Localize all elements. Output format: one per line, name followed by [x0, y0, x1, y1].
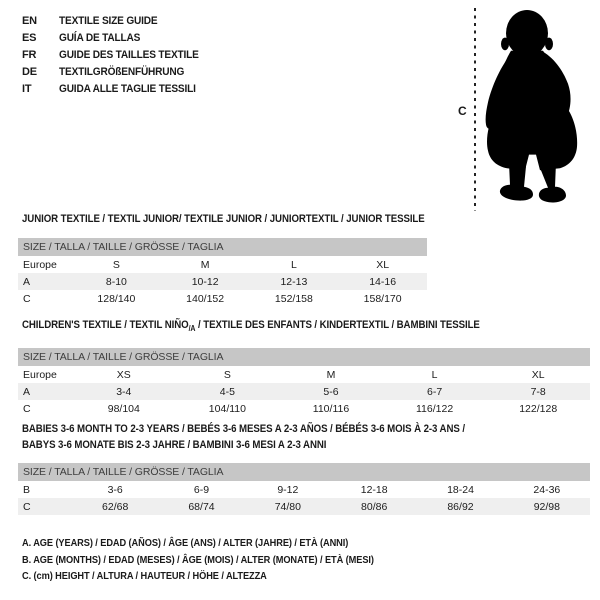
babies-size-table	[18, 463, 590, 515]
table-row-age	[18, 273, 427, 290]
language-label: GUIDA ALLE TAGLIE TESSILI	[59, 82, 196, 95]
row-label: Europe	[23, 368, 57, 381]
age-cell: 5-6	[323, 385, 339, 398]
height-cell: 62/68	[102, 500, 129, 513]
height-cell: 128/140	[97, 292, 136, 305]
table-row-height	[18, 400, 590, 417]
language-row	[22, 80, 211, 97]
height-cell: 68/74	[188, 500, 215, 513]
junior-section-title: JUNIOR TEXTILE / TEXTIL JUNIOR/ TEXTILE JUNIOR / JUNIORTEXTIL / JUNIOR TESSILE	[22, 213, 425, 225]
age-cell: 18-24	[447, 483, 474, 496]
footnote-legend	[22, 537, 422, 587]
height-cell: 86/92	[447, 500, 474, 513]
size-cell: L	[431, 368, 438, 381]
language-row	[22, 12, 211, 29]
age-cell: 12-18	[360, 483, 388, 496]
row-label: C	[23, 500, 31, 513]
age-cell: 7-8	[530, 385, 546, 398]
height-measure-label: C	[458, 104, 467, 118]
language-row	[22, 63, 211, 80]
size-cell: XL	[531, 368, 545, 381]
row-label: A	[23, 385, 31, 398]
size-header-bar: SIZE / TALLA / TAILLE / GRÖSSE / TAGLIA	[18, 463, 590, 481]
children-section-title: CHILDREN'S TEXTILE / TEXTIL $NIÑO_{/A}$ / TEXTILE DES ENFANTS / KINDERTEXTIL / BAMBINI TESSILE	[22, 319, 480, 334]
size-cell: XS	[116, 368, 131, 381]
table-row-age-months	[18, 481, 590, 498]
language-label: TEXTILGRÖßENFÜHRUNG	[59, 65, 185, 78]
junior-size-table	[18, 238, 427, 307]
size-cell: M	[326, 368, 336, 381]
age-cell: 6-9	[193, 483, 210, 496]
language-code: EN	[22, 14, 37, 27]
size-cell: S	[112, 258, 120, 271]
row-label: B	[23, 483, 31, 496]
age-cell: 14-16	[369, 275, 397, 288]
height-cell: 116/122	[416, 402, 454, 415]
table-row-height	[18, 290, 427, 307]
babies-title-line2: BABYS 3-6 MONATE BIS 2-3 JAHRE / BAMBINI 3-6 MESI A 2-3 ANNI	[22, 439, 327, 451]
height-cell: 92/98	[533, 500, 560, 513]
age-cell: 12-13	[280, 275, 308, 288]
age-cell: 8-10	[105, 275, 127, 288]
size-cell: S	[223, 368, 231, 381]
table-row-age	[18, 383, 590, 400]
age-cell: 3-4	[116, 385, 132, 398]
height-cell: 80/86	[361, 500, 388, 513]
height-cell: 122/128	[519, 402, 558, 415]
language-label: GUÍA DE TALLAS	[59, 31, 141, 44]
size-header-bar: SIZE / TALLA / TAILLE / GRÖSSE / TAGLIA	[18, 348, 590, 366]
table-row-europe	[18, 366, 590, 383]
table-row-europe	[18, 256, 427, 273]
language-list	[22, 12, 211, 97]
height-cell: 158/170	[363, 292, 402, 305]
language-code: ES	[22, 31, 37, 44]
height-figure	[450, 6, 590, 216]
size-cell: M	[200, 258, 210, 271]
title-subscript: /A	[188, 324, 196, 334]
footnote-a: A. AGE (YEARS) / EDAD (AÑOS) / ÂGE (ANS) / ALTER (JAHRE) / ETÀ (ANNI)	[22, 537, 349, 549]
row-label: C	[23, 292, 31, 305]
children-size-table	[18, 348, 590, 417]
table-row-height	[18, 498, 590, 515]
size-cell: L	[290, 258, 297, 271]
height-dashed-line	[474, 8, 476, 211]
height-cell: 152/158	[274, 292, 313, 305]
age-cell: 24-36	[533, 483, 561, 496]
language-code: DE	[22, 65, 37, 78]
age-cell: 9-12	[277, 483, 299, 496]
height-cell: 140/152	[186, 292, 225, 305]
size-header-bar: SIZE / TALLA / TAILLE / GRÖSSE / TAGLIA	[18, 238, 427, 256]
age-cell: 6-7	[427, 385, 443, 398]
babies-title-line1: BABIES 3-6 MONTH TO 2-3 YEARS / BEBÉS 3-6 MESES A 2-3 AÑOS / BÉBÉS 3-6 MOIS À 2-3 ANS /	[22, 423, 465, 435]
language-row	[22, 29, 211, 46]
language-label: TEXTILE SIZE GUIDE	[59, 14, 158, 27]
age-cell: 4-5	[219, 385, 235, 398]
language-row	[22, 46, 211, 63]
height-cell: 110/116	[312, 402, 350, 415]
row-label: C	[23, 402, 31, 415]
language-code: FR	[22, 48, 37, 61]
footnote-b: B. AGE (MONTHS) / EDAD (MESES) / ÂGE (MOIS) / ALTER (MONATE) / ETÀ (MESI)	[22, 553, 374, 566]
row-label: A	[23, 275, 31, 288]
height-cell: 98/104	[107, 402, 140, 415]
age-cell: 10-12	[191, 275, 219, 288]
age-cell: 3-6	[107, 483, 123, 496]
size-cell: XL	[376, 258, 390, 271]
toddler-silhouette-icon	[483, 8, 583, 212]
row-label: Europe	[23, 258, 57, 271]
language-code: IT	[22, 82, 32, 95]
language-label: GUIDE DES TAILLES TEXTILE	[59, 48, 199, 61]
height-cell: 104/110	[208, 402, 246, 415]
babies-section-title	[22, 421, 525, 453]
footnote-c: C. (cm) HEIGHT / ALTURA / HAUTEUR / HÖHE / ALTEZZA	[22, 570, 267, 582]
height-cell: 74/80	[274, 500, 301, 513]
